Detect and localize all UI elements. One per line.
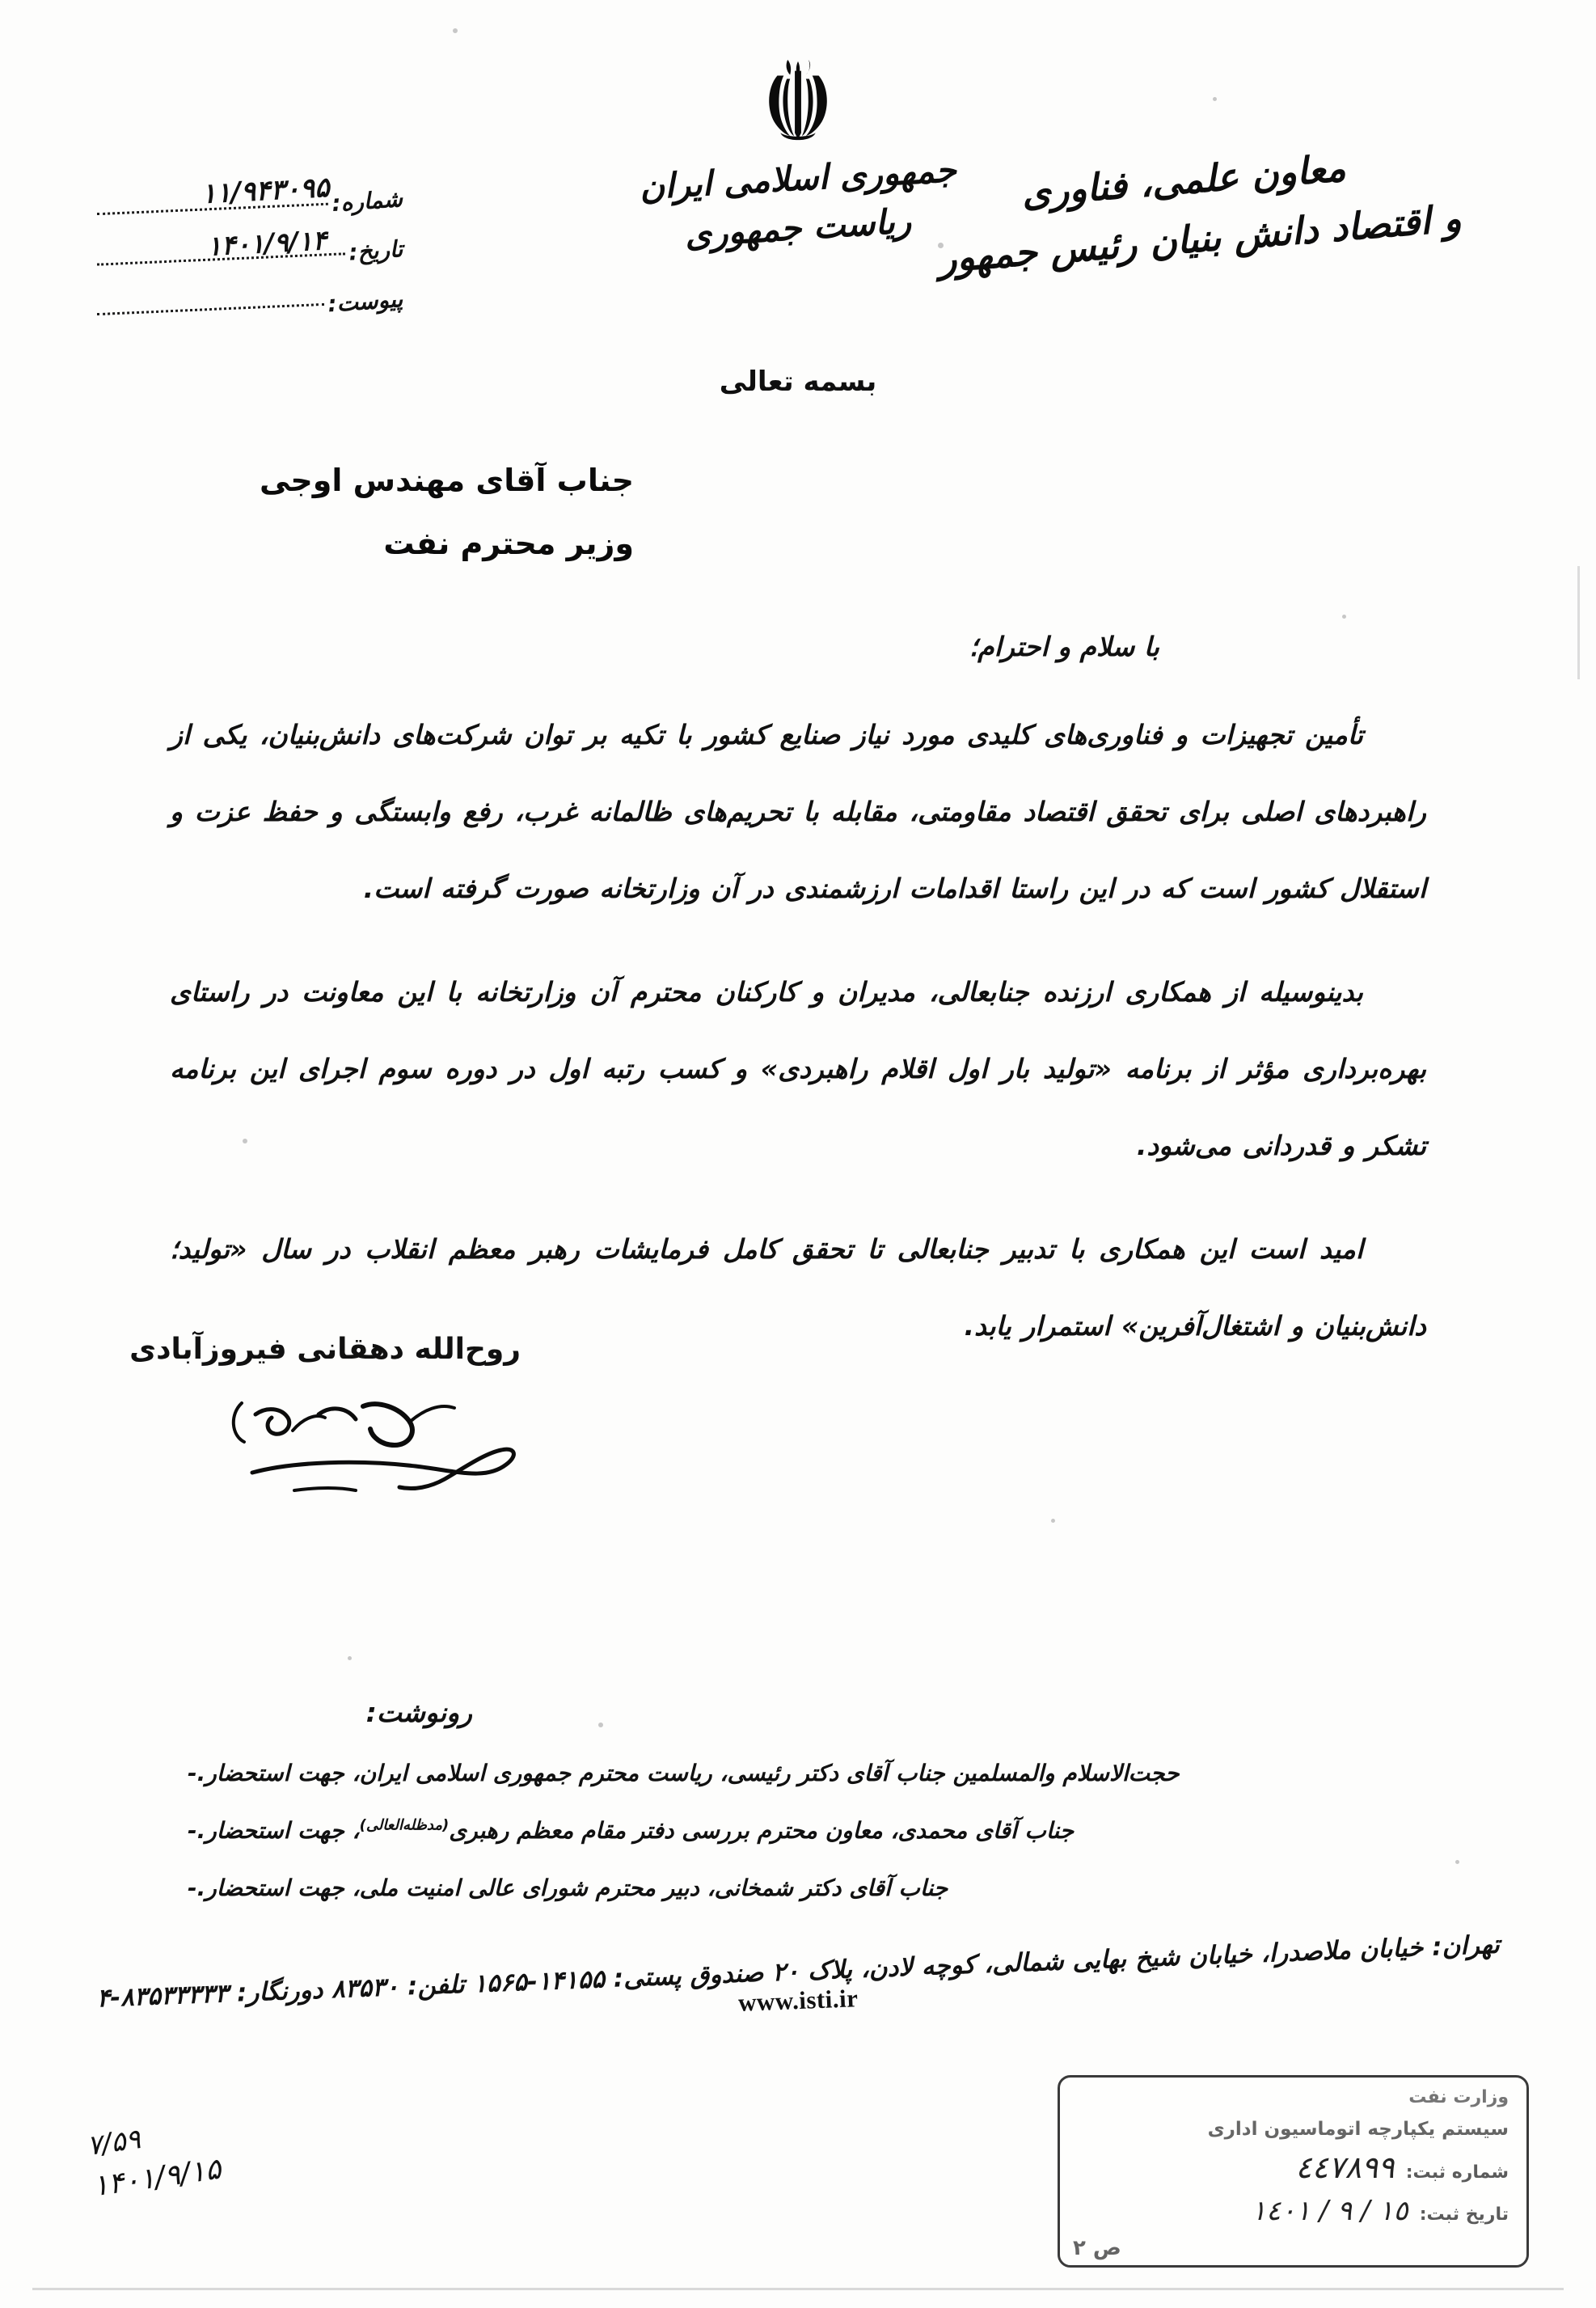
salutation: با سلام و احترام؛ <box>969 631 1159 662</box>
department-line-2: و اقتصاد دانش بنیان رئیس جمهور <box>936 196 1463 281</box>
handwritten-note-line-1: ۷/۵۹ <box>85 2123 143 2162</box>
receipt-stamp <box>1058 2075 1529 2268</box>
cc-item-text <box>197 1813 1075 1849</box>
organization-name: جمهوری اسلامی ایران <box>638 150 958 207</box>
scan-speck <box>1455 1860 1459 1864</box>
cc-title: رونوشت: <box>365 1697 472 1728</box>
stamp-register-date-label: تاریخ ثبت: <box>1419 2204 1509 2225</box>
footer-address: تهران: خیابان ملاصدرا، خیابان شیخ بهایی شمالی، کوچه لادن، پلاک ۲۰ صندوق پستی: ۱۴۱۵۵-۱۵۶۵ تلفن: ۸۳۵۳۰ دورنگار: ۸۳۵۳۳۳۳۳-۴ <box>95 1930 1501 2014</box>
reference-attachment-row <box>97 270 404 320</box>
stamp-department: وزارت نفت <box>1408 2087 1509 2107</box>
cc-item-text: حجت‌الاسلام والمسلمین جناب آقای دکتر رئیسی، ریاست محترم جمهوری اسلامی ایران، جهت استحضار. <box>196 1760 1180 1786</box>
cc-list-item <box>170 1870 1426 1907</box>
scan-speck <box>1051 1519 1055 1523</box>
cc-item-honorific: (مدظله‌العالی) <box>359 1816 450 1834</box>
cc-item-text: جناب آقای دکتر شمخانی، دبیر محترم شورای عالی امنیت ملی، جهت استحضار. <box>196 1874 948 1901</box>
department-title <box>893 146 1475 281</box>
reference-block <box>97 170 404 320</box>
department-line-1: معاون علمی، فناوری <box>1020 146 1348 215</box>
reference-date-row <box>97 220 404 270</box>
stamp-register-number-label: شماره ثبت: <box>1405 2162 1509 2183</box>
reference-date-label: تاریخ: <box>348 235 404 266</box>
stamp-page-label: ص ۲ <box>1073 2236 1121 2260</box>
handwritten-margin-note <box>85 2097 336 2204</box>
invocation-basmala: بسمه تعالی <box>719 366 877 398</box>
carbon-copy-block <box>170 1697 1426 1927</box>
dotted-line <box>97 303 324 315</box>
cc-list-item <box>170 1813 1426 1849</box>
addressee-title: وزیر محترم نفت <box>383 526 634 561</box>
letterhead <box>0 0 1596 348</box>
stamp-side-text <box>1063 2099 1074 2102</box>
reference-attachment-label: پیوست: <box>327 285 404 318</box>
handwritten-note-line-2: ۱۴۰۱/۹/۱۵ <box>91 2152 223 2204</box>
handwritten-signature-icon <box>173 1372 521 1502</box>
letter-body <box>129 631 1426 1384</box>
stamp-register-date-row <box>1078 2195 1509 2227</box>
cc-item-text-before: جناب آقای محمدی، معاون محترم بررسی دفتر مقام معظم رهبری <box>449 1816 1075 1844</box>
stamp-register-number-value: ٤٤٧٨٩٩ <box>1295 2149 1395 2185</box>
cc-list <box>170 1756 1426 1906</box>
addressee-block <box>260 463 634 561</box>
reference-number-value: ۱۱/۹۴۳۰۹۵ <box>201 171 331 211</box>
body-paragraph-1: تأمین تجهیزات و فناوری‌های کلیدی مورد نیاز صنایع کشور با تکیه بر توان شرکت‌های دانش‌بنیان، یکی از راهبردهای اصلی برای تحقق اقتصاد مقاومتی، مقابله با تحریم‌های ظالمانه غرب، رفع وابستگی و حفظ عزت و استقلال کشور است که در این راستا اقدامات ارزشمندی در آن وزارتخانه صورت گرفته است. <box>170 719 1426 904</box>
cc-bullet-dash: - <box>188 1760 197 1786</box>
stamp-register-date-value: ١٥ / ٩ / ١٤٠١ <box>1251 2195 1408 2227</box>
cc-list-item <box>170 1756 1426 1792</box>
signature-block <box>129 1333 521 1502</box>
cc-item-text-after: ، جهت استحضار. <box>196 1816 360 1844</box>
scan-speck <box>1342 615 1346 619</box>
iran-national-emblem-icon <box>750 49 846 152</box>
page-bottom-rule <box>32 2288 1564 2290</box>
reference-number-row <box>97 170 404 220</box>
signatory-name: روح‌الله دهقانی فیروزآبادی <box>129 1333 521 1366</box>
body-paragraph-3: امید است این همکاری با تدبیر جنابعالی تا تحقق کامل فرمایشات رهبر معظم انقلاب در سال «تولید؛ دانش‌بنیان و اشتغال‌آفرین» استمرار یابد. <box>170 1233 1426 1342</box>
stamp-system-name: سیستم یکپارچه اتوماسیون اداری <box>1207 2119 1509 2140</box>
stamp-register-number-row <box>1078 2149 1509 2185</box>
cc-bullet-dash: - <box>188 1874 197 1901</box>
footer-website: www.isti.ir <box>737 1984 859 2017</box>
cc-bullet-dash: - <box>188 1816 197 1844</box>
body-paragraph-2: بدینوسیله از همکاری ارزنده جنابعالی، مدیران و کارکنان محترم آن وزارتخانه با این معاونت در راستای بهره‌برداری مؤثر از برنامه «تولید بار اول اقلام راهبردی» و کسب رتبه اول در دوره سوم اجرای این برنامه تشکر و قدردانی می‌شود. <box>170 976 1426 1161</box>
reference-number-label: شماره: <box>331 185 404 218</box>
scan-edge-artifact <box>1577 566 1580 679</box>
addressee-name: جناب آقای مهندس اوجی <box>259 463 634 498</box>
organization-subtitle: ریاست جمهوری <box>683 201 913 255</box>
reference-date-value: ۱۴۰۱/۹/۱۴ <box>205 224 327 262</box>
footer <box>73 1930 1523 2017</box>
scan-speck <box>348 1656 352 1660</box>
